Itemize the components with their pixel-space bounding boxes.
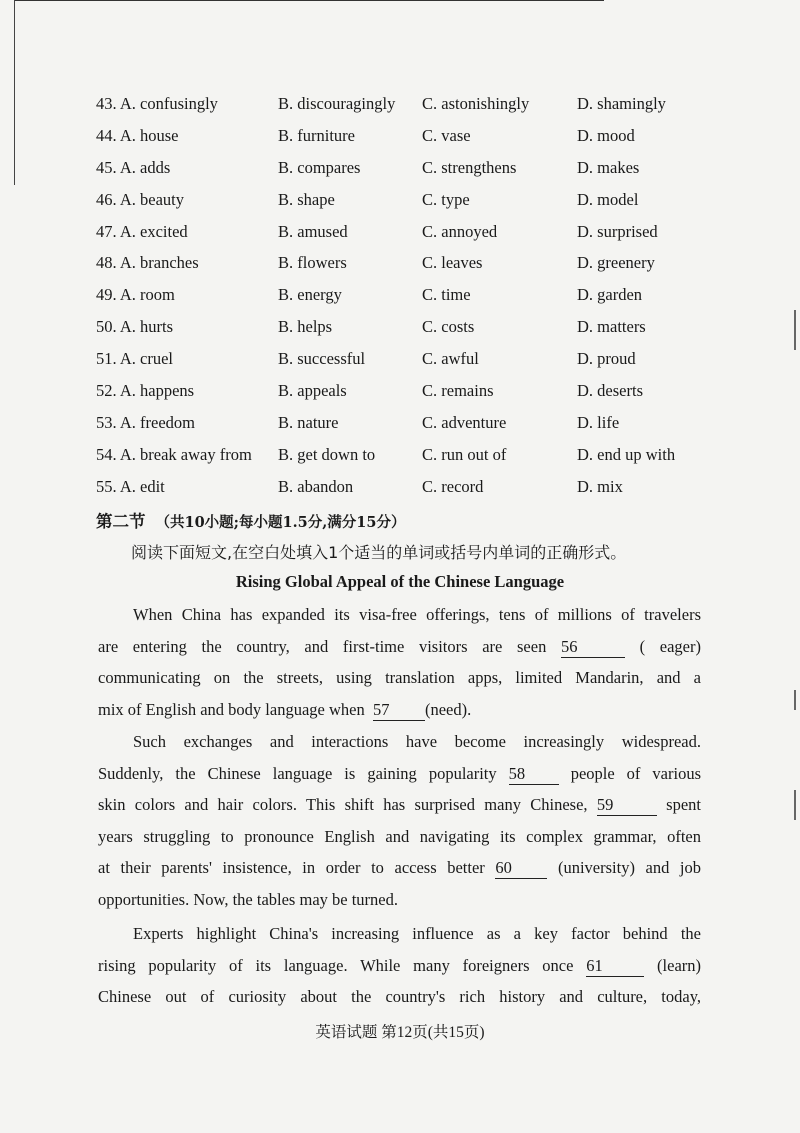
option-a: 47. A. excited: [96, 221, 188, 241]
section-title: 第二节: [96, 512, 146, 531]
scan-edge-mark: [794, 310, 796, 350]
option-c: C. astonishingly: [422, 94, 530, 113]
answer-options-list: [96, 92, 716, 507]
option-d: D. garden: [577, 285, 643, 305]
option-b: B. furniture: [278, 125, 355, 145]
option-c: C. awful: [422, 349, 479, 369]
option-c: C. leaves: [422, 253, 483, 273]
text-line: [98, 762, 701, 794]
blank-61[interactable]: 61: [586, 956, 644, 977]
option-d: D. shamingly: [577, 94, 666, 113]
text-line: [98, 698, 701, 730]
passage-title: Rising Global Appeal of the Chinese Language: [235, 572, 565, 591]
text-segment: are entering the country, and first-time visitors are seen: [98, 636, 547, 656]
option-c: C. annoyed: [422, 221, 498, 241]
text-segment: at their parents' insistence, in order to access better: [98, 858, 485, 878]
option-b: B. helps: [278, 317, 333, 337]
passage-paragraph-1: [98, 603, 701, 729]
option-a: 54. A. break away from: [96, 444, 252, 464]
text-line: communicating on the streets, using translation apps, limited Mandarin, and a: [98, 668, 701, 688]
option-row: [96, 347, 716, 379]
text-segment: mix of English and body language when: [98, 699, 365, 719]
text-line: [98, 856, 701, 888]
blank-60[interactable]: 60: [495, 858, 547, 879]
text-line: Chinese out of curiosity about the country's rich history and culture, today,: [98, 987, 701, 1007]
option-a: 46. A. beauty: [96, 189, 184, 209]
text-line: [98, 954, 701, 986]
scan-edge-mark: [794, 690, 796, 710]
option-d: D. model: [577, 189, 639, 209]
option-c: C. type: [422, 189, 470, 209]
passage-paragraph-3: [98, 922, 701, 1017]
option-row: [96, 251, 716, 283]
option-c: C. vase: [422, 125, 471, 145]
option-b: B. energy: [278, 285, 342, 305]
option-d: D. mix: [577, 476, 623, 496]
option-a: 52. A. happens: [96, 381, 195, 401]
option-a: 53. A. freedom: [96, 412, 195, 432]
option-d: D. deserts: [577, 381, 643, 401]
option-b: B. amused: [278, 221, 348, 241]
option-d: D. proud: [577, 349, 636, 369]
option-b: B. flowers: [278, 253, 347, 273]
option-row: [96, 379, 716, 411]
option-c: C. time: [422, 285, 471, 305]
text-segment: rising popularity of its language. While many foreigners once: [98, 955, 574, 975]
option-c: C. remains: [422, 381, 494, 401]
blank-56[interactable]: 56: [561, 637, 625, 658]
option-row: [96, 220, 716, 252]
option-row: [96, 188, 716, 220]
option-d: D. surprised: [577, 221, 658, 241]
option-b: B. nature: [278, 412, 339, 432]
option-c: C. adventure: [422, 412, 507, 432]
text-segment: spent: [666, 795, 702, 815]
option-b: B. shape: [278, 189, 335, 209]
option-row: [96, 411, 716, 443]
option-d: D. life: [577, 412, 620, 432]
option-a: 55. A. edit: [96, 476, 165, 496]
text-line: Experts highlight China's increasing influence as a key factor behind the: [133, 924, 701, 943]
option-b: B. abandon: [278, 476, 354, 496]
option-row: [96, 283, 716, 315]
text-segment: (need).: [424, 699, 472, 719]
section-instruction: 阅读下面短文,在空白处填入1个适当的单词或括号内单词的正确形式。: [131, 543, 627, 562]
option-c: C. record: [422, 476, 484, 496]
text-segment: (university) and job: [557, 858, 702, 878]
option-c: C. strengthens: [422, 157, 517, 177]
text-line: [98, 635, 701, 667]
passage-paragraph-2: [98, 730, 701, 920]
text-line: opportunities. Now, the tables may be turned.: [98, 889, 398, 909]
text-line: When China has expanded its visa-free offerings, tens of millions of travelers: [133, 605, 701, 624]
scan-left-border: [14, 0, 15, 185]
option-row: [96, 124, 716, 156]
text-segment: skin colors and hair colors. This shift has surprised many Chinese,: [98, 795, 588, 815]
option-a: 44. A. house: [96, 125, 179, 145]
option-a: 50. A. hurts: [96, 317, 174, 337]
scan-edge-mark: [794, 790, 796, 820]
option-row: [96, 475, 716, 507]
option-a: 49. A. room: [96, 285, 175, 305]
option-d: D. matters: [577, 317, 646, 337]
text-line: years struggling to pronounce English and navigating its complex grammar, often: [98, 826, 701, 846]
option-c: C. costs: [422, 317, 475, 337]
option-b: B. get down to: [278, 444, 376, 464]
section-heading: [96, 508, 405, 532]
text-line: Such exchanges and interactions have become increasingly widespread.: [133, 732, 701, 751]
option-d: D. mood: [577, 125, 635, 145]
option-row: [96, 92, 716, 124]
text-segment: people of various: [570, 763, 702, 783]
page-footer: 英语试题 第12页(共15页): [315, 1024, 485, 1041]
option-a: 51. A. cruel: [96, 349, 173, 369]
option-a: 45. A. adds: [96, 157, 171, 177]
blank-57[interactable]: 57: [373, 700, 425, 721]
option-b: B. discouragingly: [278, 94, 396, 113]
option-b: B. appeals: [278, 381, 347, 401]
option-d: D. makes: [577, 157, 640, 177]
option-b: B. compares: [278, 157, 361, 177]
text-line: [98, 793, 701, 825]
option-row: [96, 443, 716, 475]
text-segment: Suddenly, the Chinese language is gaining popularity: [98, 763, 497, 783]
option-a: 43. A. confusingly: [96, 94, 218, 113]
blank-59[interactable]: 59: [597, 795, 657, 816]
option-row: [96, 156, 716, 188]
option-d: D. end up with: [577, 444, 676, 464]
option-a: 48. A. branches: [96, 253, 199, 273]
scan-top-border: [14, 0, 604, 1]
text-segment: (learn): [657, 955, 702, 975]
option-c: C. run out of: [422, 444, 507, 464]
option-b: B. successful: [278, 349, 366, 369]
section-scoring-note: （共10小题;每小题1.5分,满分15分）: [155, 514, 406, 531]
option-row: [96, 315, 716, 347]
text-segment: ( eager): [639, 636, 701, 656]
blank-58[interactable]: 58: [509, 764, 559, 785]
option-d: D. greenery: [577, 253, 655, 273]
